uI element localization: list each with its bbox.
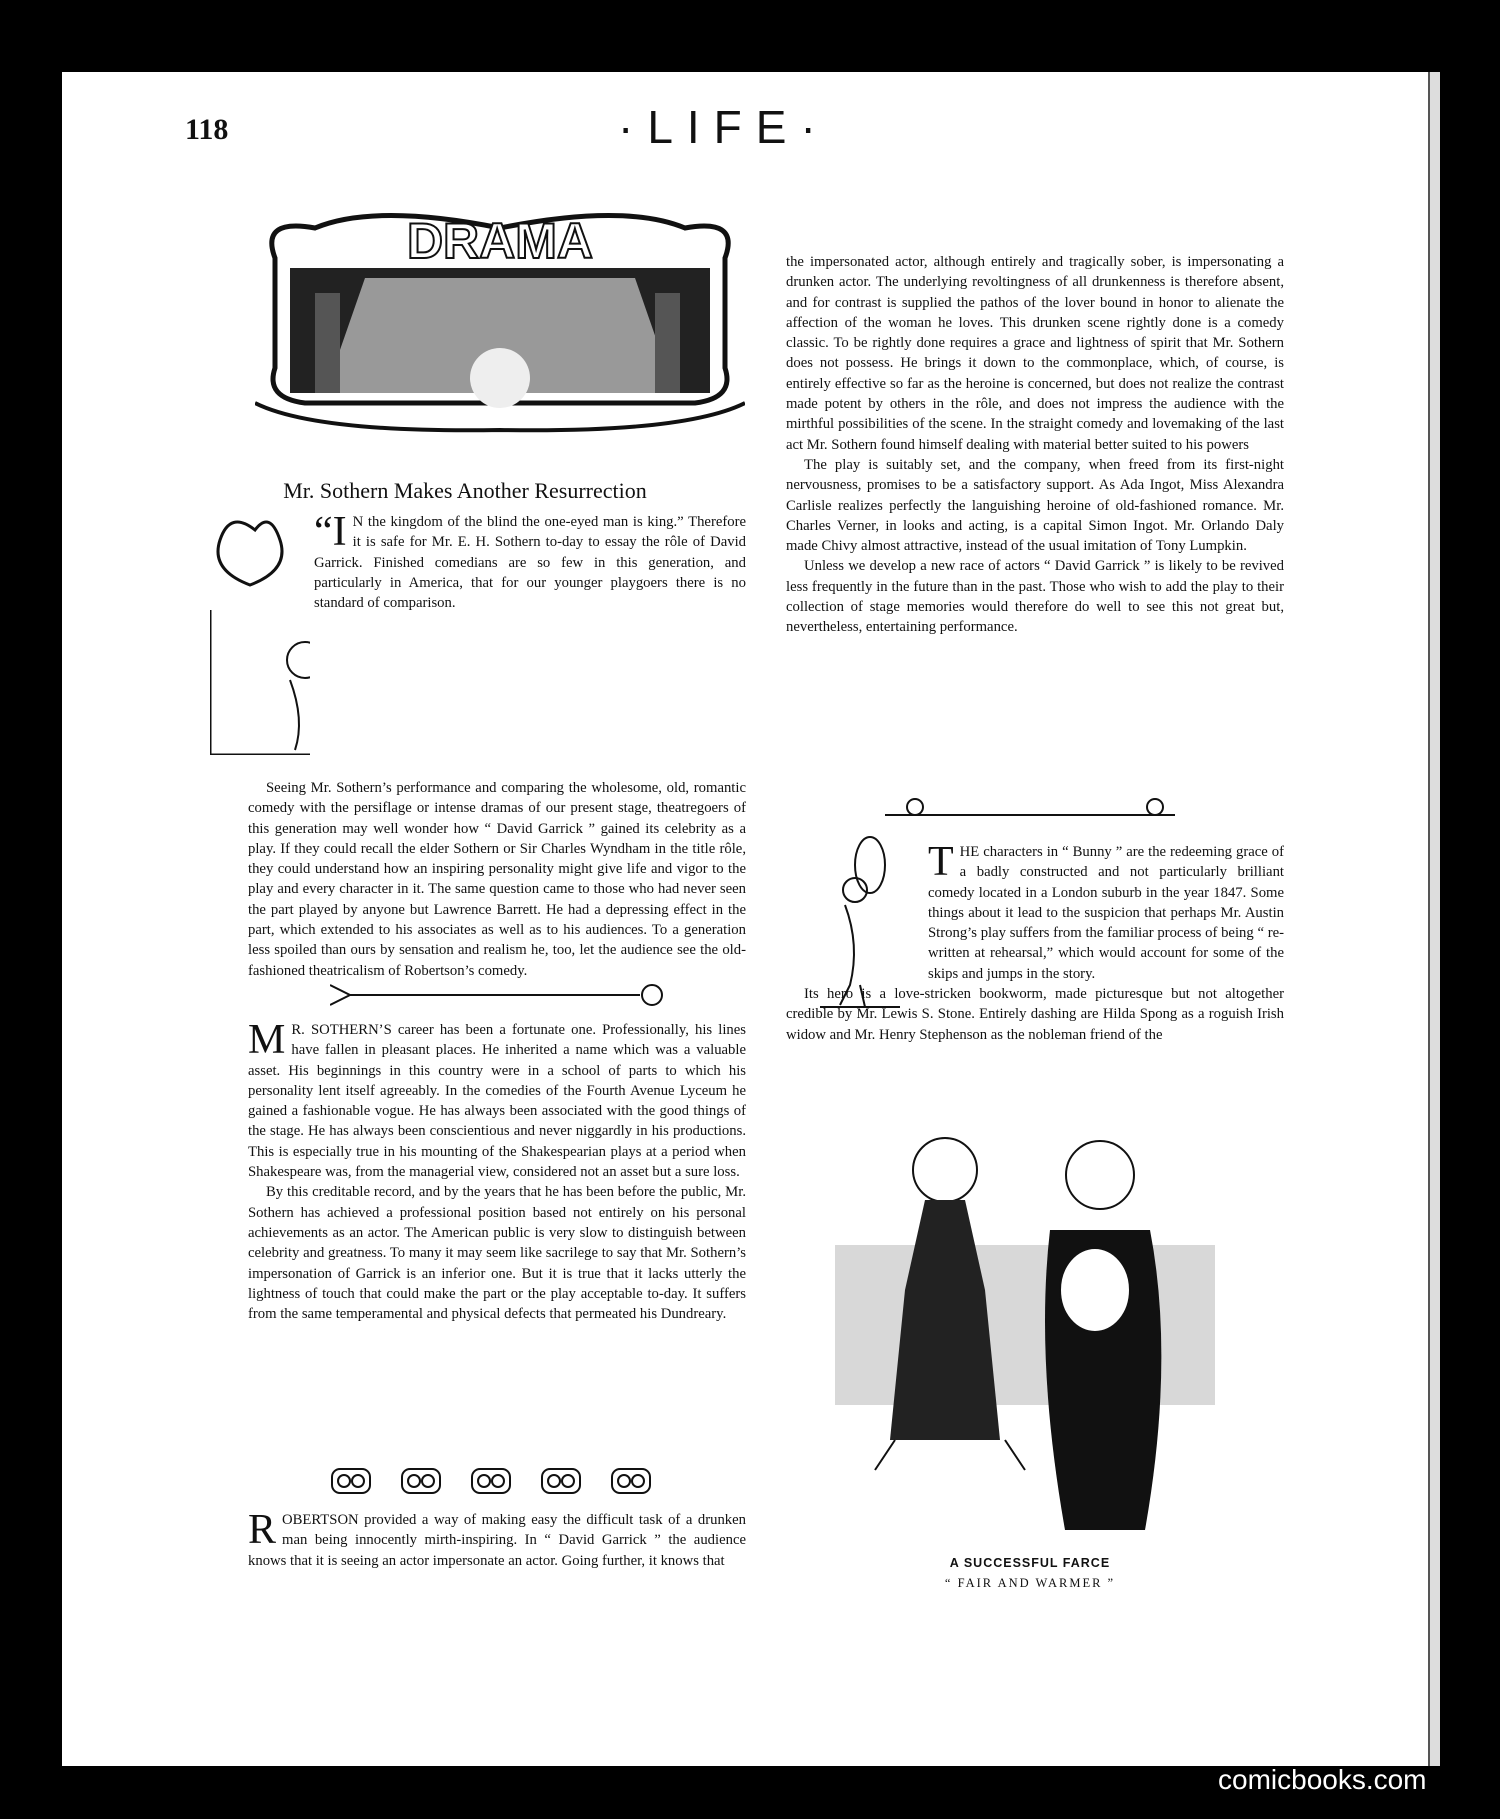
article1-paragraph: By this creditable record, and by the years that he has been before the public, Mr. Sothern has achieved a professional position based not entirely on his personal achievements as an actor. The American public is very slow to distinguish between celebrity and greatness. To many it may seem like sacrilege to say that Mr. Sothern’s impersonation of Garrick is an inferior one. But it is true that it lacks utterly the lightness of touch that could make the part or the play acceptable to-day. It suffers from the same temperamental and physical defects that permeated his Dundreary.	[248, 1184, 746, 1323]
magazine-title: ·LIFE·	[618, 101, 830, 153]
article2-paragraph: Its hero is a love-stricken bookworm, made picturesque but not altogether credible by Mr. Lewis S. Stone. Entirely dashing are Hilda Spong as a roguish Irish widow and Mr. Henry Stephenson as the nobleman friend of the	[786, 986, 1284, 1043]
illustration-caption: A SUCCESSFUL FARCE	[949, 1556, 1111, 1570]
dropcap: M	[248, 1017, 286, 1063]
article1-paragraph: M R. SOTHERN’S career has been a fortunate one. Professionally, his lines have fallen in pleasant places. He inherited a name which was a valuable asset. His beginnings in this country were in a school of parts to which his personality lent itself agreeably. In the comedies of the Fourth Avenue Lyceum he gained a fashionable vogue. He has always been associated with the good things of the stage. He has always been conscientious and never niggardly in his productions. This is especially true in his mounting of the Shakespearian plays at a period when Shakespeare was, from the managerial view, considered not an asset but a sure loss.	[248, 1017, 746, 1181]
dropcap: R	[248, 1507, 277, 1553]
drama-banner-illustration	[255, 198, 745, 438]
article1-paragraph: ROBERTSON provided a way of making easy the difficult task of a drunken man being innocently mirth-inspiring. In “ David Garrick ” the audience knows that it is seeing an actor impersonate an actor. Going further, it knows that	[248, 1507, 746, 1569]
article1-paragraph: Unless we develop a new race of actors “ David Garrick ” is likely to be revived less frequently in the future than in the past. Those who wish to add the play to their collection of stage memories would therefore do well to see this not great but, nevertheless, entertaining performance.	[786, 558, 1284, 636]
article1-paragraph: Seeing Mr. Sothern’s performance and comparing the wholesome, old, romantic comedy with the persiflage or intense dramas of our present stage, theatregoers of this generation may well wonder how “ David Garrick ” gained its celebrity as a play. If they could recall the elder Sothern or Sir Charles Wyndham in the title rôle, they could understand how an inspiring personality might give life and vigor to the play and every character in it. The same question came to those who had never seen the part played by anyone but Lawrence Barrett. He had a depressing effect in the part, which extended to his associates as well as to his audiences. To a generation less spoiled than ours by sensation and realism he, too, let the audience see the old-fashioned theatricalism of Robertson’s comedy.	[248, 780, 746, 979]
article1-column-right	[786, 252, 1284, 638]
article2-column	[786, 839, 1284, 1045]
divider-ornament	[330, 980, 670, 1010]
illustration-subcaption: “ FAIR AND WARMER ”	[944, 1576, 1116, 1590]
farce-illustration	[835, 1110, 1215, 1550]
page-number: 118	[185, 113, 229, 146]
dropcap: “I	[314, 509, 347, 555]
article1-paragraph: The play is suitably set, and the company, when freed from its first-night nervousness, promises to be a satisfactory support. As Ada Ingot, Miss Alexandra Carlisle realizes perfectly the languishing heroine of old-fashioned romance. Mr. Charles Verner, in looks and acting, is a capital Simon Ingot. Mr. Orlando Daly made Chivy almost attractive, instead of the usual imitation of Tony Lumpkin.	[786, 456, 1284, 555]
article1-paragraph: the impersonated actor, although entirely and tragically sober, is impersonating a drunken actor. The underlying revoltingness of all drunkenness is therefore absent, and for contrast is supplied the pathos of the lover bound in honor to alienate the affection of the woman he loves. This drunken scene rightly done is a comedy classic. To be rightly done requires a grace and lightness of spirit that Mr. Sothern does not possess. He brings it down to the commonplace, which, of course, is entirely effective so far as the heroine is concerned, but does not realize the contrast made potent by others in the rôle, and does not impress the audience with the mirthful possibilities of the scene. In the straight comedy and lovemaking of the last act Mr. Sothern found himself dealing with material better suited to his powers	[786, 254, 1284, 453]
article1-column-left	[248, 778, 746, 981]
cupid-ornament-illustration	[210, 510, 310, 755]
article-title: Mr. Sothern Makes Another Resurrection	[283, 478, 647, 503]
snail-divider-ornament	[875, 795, 1195, 823]
article2-paragraph: THE characters in “ Bunny ” are the redeeming grace of a badly constructed and not particularly brilliant comedy located in a London suburb in the year 1847. Some things about it lead to the suspicion that perhaps Mr. Austin Strong’s play suffers from the familiar process of being “ re-written at rehearsal,” which would account for some of the skips and jumps in the story.	[928, 839, 1284, 982]
owl-row-ornament	[330, 1465, 660, 1497]
article1-intro	[314, 509, 746, 613]
watermark-text: comicbooks.com	[1218, 1764, 1427, 1795]
next-page-edge	[1428, 72, 1440, 1766]
article1-column-left-3	[248, 1507, 746, 1571]
dropcap: T	[928, 839, 954, 885]
drama-banner-label: DRAMA	[406, 213, 594, 269]
article1-paragraph: “I N the kingdom of the blind the one-eyed man is king.” Therefore it is safe for Mr. E. H. Sothern to-day to essay the rôle of David Garrick. Finished comedians are so few in this generation, and particularly in America, that for our younger playgoers there is no standard of comparison.	[314, 509, 746, 612]
article1-column-left-2	[248, 1017, 746, 1324]
